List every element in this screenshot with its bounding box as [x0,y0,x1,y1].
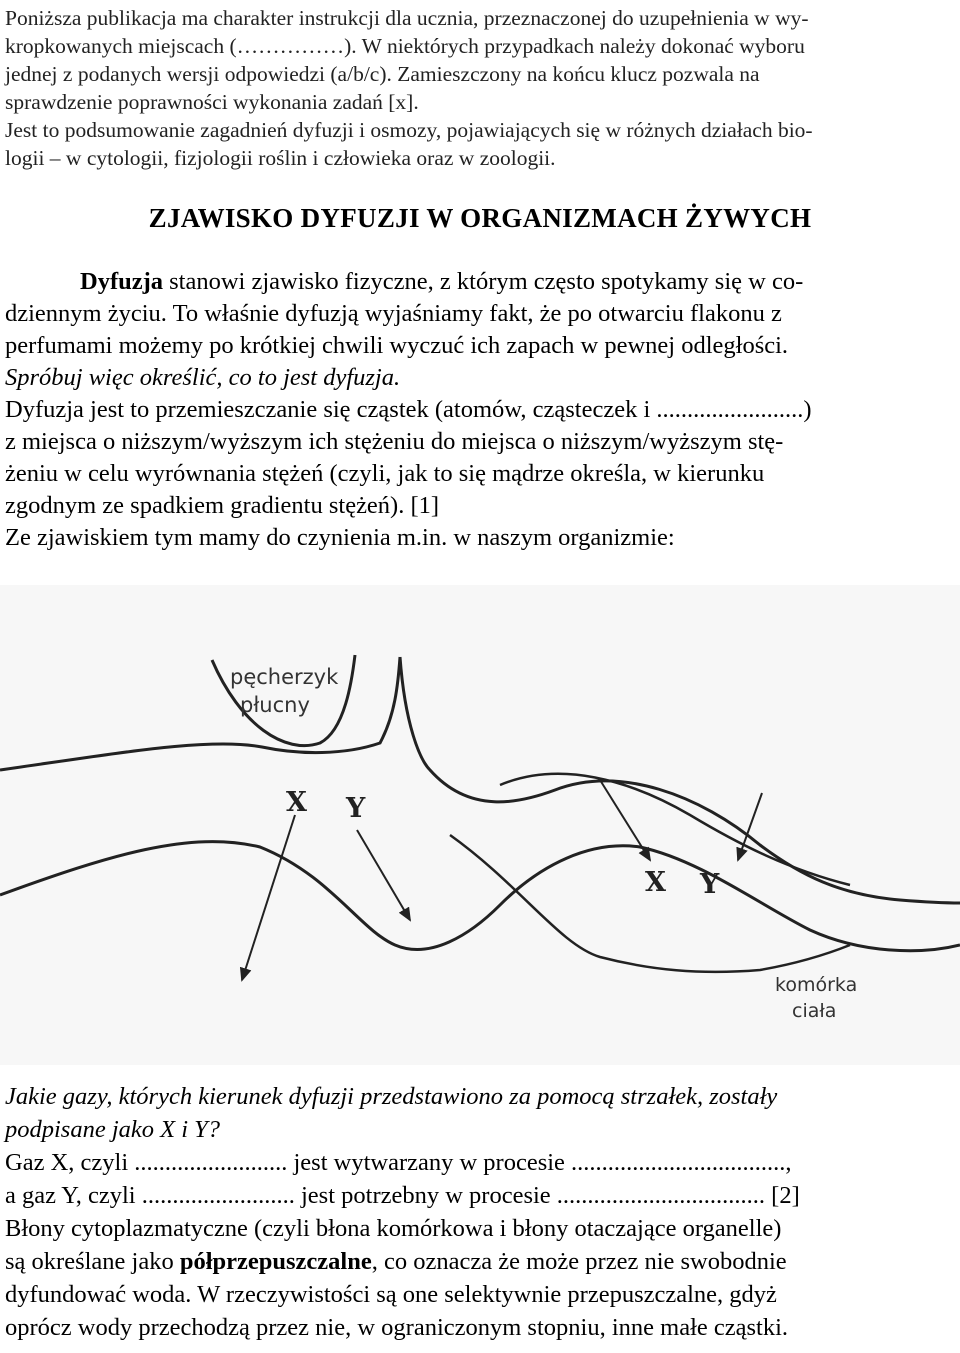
diagram-svg [0,585,960,1065]
membranes-line: Błony cytoplazmatyczne (czyli błona komórkowa i błony otaczające organelle) [5,1215,782,1242]
diffusion-section [5,266,955,554]
cell-membrane [450,835,850,972]
cell-label-line1: komórka [775,974,858,996]
question-line: Jakie gazy, których kierunek dyfuzji przedstawiono za pomocą strzałek, zostały [5,1083,778,1110]
membranes-line: oprócz wody przechodzą przez nie, w ograniczonym stopniu, inne małe cząstki. [5,1314,789,1341]
definition-line: żeniu w celu wyrównania stężeń (czyli, jak to się mądrze określa, w kierunku [5,460,765,487]
membranes-line: dyfundować woda. W rzeczywistości są one selektywnie przepuszczalne, gdyż [5,1281,777,1308]
semipermeable-term: półprzepuszczalne [179,1248,372,1275]
definition-line: zgodnym ze spadkiem gradientu stężeń). [1] [5,492,440,519]
diffusion-intro-rest: stanowi zjawisko fizyczne, z którym często spotykamy się w co- [163,268,804,295]
intro-line: sprawdzenie poprawności wykonania zadań [x]. [5,90,419,114]
answer-gas-y: a gaz Y, czyli ......................... jest potrzebny w procesie .................................. [2] [5,1182,800,1209]
right-y-label: Y [700,869,720,900]
capillary-wall-upper [0,657,960,903]
intro-line: Jest to podsumowanie zagadnień dyfuzji i osmozy, pojawiających się w różnych działach bio- [5,118,813,142]
arrow-y-left [380,890,402,923]
intro-line: Poniższa publikacja ma charakter instrukcji dla ucznia, przeznaczonej do uzupełnienia w wy- [5,6,809,30]
section-heading: ZJAWISKO DYFUZJI W ORGANIZMACH ŻYWYCH [148,203,812,233]
italic-prompt: Spróbuj więc określić, co to jest dyfuzja. [5,364,401,391]
alveolus-label-line2: płucny [240,693,310,717]
diffusion-intro-line [5,266,955,298]
alveolus-label-line1: pęcherzyk [230,665,339,689]
diffusion-line: dziennym życiu. To właśnie dyfuzją wyjaśniamy fakt, że po otwarciu flakonu z [5,300,782,327]
membranes-line [5,1245,955,1278]
intro-line: jednej z podanych wersji odpowiedzi (a/b/c). Zamieszczony na końcu klucz pozwala na [5,62,760,86]
diffusion-term: Dyfuzja [80,268,164,295]
arrow-y-right [738,793,762,860]
left-x-label: X [286,787,307,818]
definition-line: z miejsca o niższym/wyższym ich stężeniu do miejsca o niższym/wyższym stę- [5,428,784,455]
membranes-line2-pre: są określane jako [5,1248,180,1275]
intro-line: kropkowanych miejscach (……………). W niektórych przypadkach należy dokonać wyboru [5,34,805,58]
intro-paragraph [5,4,955,172]
membranes-line2-post: , co oznacza że może przez nie swobodnie [371,1248,787,1275]
cell-label-line2: ciała [792,1000,837,1022]
definition-line: Dyfuzja jest to przemieszczanie się cząstek (atomów, cząsteczek i ........................) [5,396,812,423]
left-y-label: Y [346,793,366,824]
question-line: podpisane jako X i Y? [5,1116,221,1143]
right-x-label: X [645,867,666,898]
diffusion-line: perfumami możemy po krótkiej chwili wyczuć ich zapach w pewnej odległości. [5,332,789,359]
diffusion-diagram [0,585,960,1065]
intro-line: logii – w cytologii, fizjologii roślin i człowieka oraz w zoologii. [5,146,556,170]
arrow-x-left [242,815,295,980]
answer-gas-x: Gaz X, czyli ......................... jest wytwarzany w procesie ..................................., [5,1149,792,1176]
arrow-y-left [357,830,410,920]
organism-line: Ze zjawiskiem tym mamy do czynienia m.in. w naszym organizmie: [5,524,675,551]
question-section [5,1080,955,1344]
